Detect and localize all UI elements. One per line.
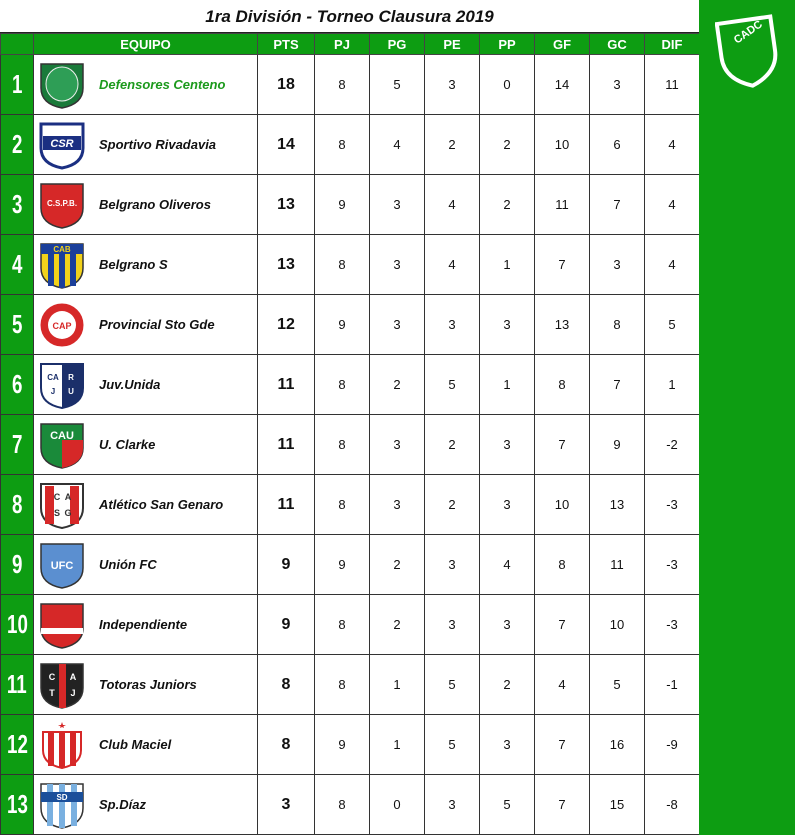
header-pts: PTS: [258, 34, 315, 55]
pg-cell: 2: [370, 595, 425, 655]
dif-cell: -2: [645, 415, 700, 475]
table-row: [1, 715, 700, 775]
club-logo-icon: [715, 14, 781, 90]
pp-cell: 5: [480, 775, 535, 835]
pg-cell: 1: [370, 715, 425, 775]
shield-cau-icon: [37, 420, 87, 470]
team-name: Juv.Unida: [99, 377, 161, 392]
pts-cell: 9: [258, 595, 315, 655]
pp-cell: 2: [480, 175, 535, 235]
gf-cell: 7: [535, 415, 590, 475]
table-row: [1, 55, 700, 115]
pts-cell: 18: [258, 55, 315, 115]
table-row: [1, 655, 700, 715]
svg-text:T: T: [49, 687, 55, 698]
team-cell: [34, 475, 258, 535]
pj-cell: 8: [315, 655, 370, 715]
gf-cell: 10: [535, 475, 590, 535]
header-pp: PP: [480, 34, 535, 55]
team-name: Sportivo Rivadavia: [99, 137, 217, 152]
svg-text:CA: CA: [47, 372, 59, 382]
pe-cell: 4: [425, 175, 480, 235]
shield-csr-icon: [37, 120, 87, 170]
pe-cell: 3: [425, 535, 480, 595]
pg-cell: 4: [370, 115, 425, 175]
team-name: Belgrano Oliveros: [99, 197, 211, 212]
pp-cell: 3: [480, 475, 535, 535]
shield-cspb-icon: [37, 180, 87, 230]
header-pos: [1, 34, 34, 55]
svg-text:A: A: [64, 491, 72, 502]
pts-cell: 8: [258, 655, 315, 715]
pp-cell: 3: [480, 295, 535, 355]
pts-cell: 8: [258, 715, 315, 775]
table-row: [1, 475, 700, 535]
svg-text:J: J: [70, 687, 76, 698]
team-cell: [34, 175, 258, 235]
page-title: 1ra División - Torneo Clausura 2019: [0, 0, 699, 33]
shield-maciel-icon: [37, 720, 87, 770]
pe-cell: 3: [425, 55, 480, 115]
pts-cell: 11: [258, 415, 315, 475]
pg-cell: 5: [370, 55, 425, 115]
pj-cell: 8: [315, 55, 370, 115]
pe-cell: 3: [425, 295, 480, 355]
pg-cell: 3: [370, 295, 425, 355]
dif-cell: 1: [645, 355, 700, 415]
pe-cell: 2: [425, 475, 480, 535]
svg-text:R: R: [68, 372, 74, 382]
shield-carju-icon: [37, 360, 87, 410]
position-cell: 2: [1, 115, 34, 175]
team-cell: [34, 355, 258, 415]
team-name: Belgrano S: [99, 257, 168, 272]
header-pe: PE: [425, 34, 480, 55]
shield-casg-icon: [37, 480, 87, 530]
svg-text:CAP: CAP: [52, 320, 72, 331]
pj-cell: 8: [315, 595, 370, 655]
team-name: Atlético San Genaro: [99, 497, 224, 512]
pg-cell: 3: [370, 235, 425, 295]
dif-cell: 5: [645, 295, 700, 355]
pp-cell: 3: [480, 415, 535, 475]
header-gc: GC: [590, 34, 645, 55]
pj-cell: 9: [315, 175, 370, 235]
gf-cell: 11: [535, 175, 590, 235]
svg-text:CAU: CAU: [50, 429, 74, 442]
svg-text:C: C: [48, 671, 56, 682]
gf-cell: 8: [535, 355, 590, 415]
team-cell: [34, 535, 258, 595]
gc-cell: 7: [590, 175, 645, 235]
gf-cell: 7: [535, 595, 590, 655]
dif-cell: -1: [645, 655, 700, 715]
gc-cell: 5: [590, 655, 645, 715]
table-row: [1, 355, 700, 415]
svg-text:U: U: [68, 386, 74, 396]
pp-cell: 0: [480, 55, 535, 115]
pts-cell: 3: [258, 775, 315, 835]
position-cell: 10: [1, 595, 34, 655]
gf-cell: 4: [535, 655, 590, 715]
header-gf: GF: [535, 34, 590, 55]
pe-cell: 5: [425, 715, 480, 775]
dif-cell: 4: [645, 115, 700, 175]
position-cell: 6: [1, 355, 34, 415]
dif-cell: -3: [645, 475, 700, 535]
pj-cell: 9: [315, 535, 370, 595]
team-cell: [34, 595, 258, 655]
svg-text:SD: SD: [56, 792, 68, 802]
standings-table: [0, 33, 700, 835]
side-banner: [699, 0, 795, 835]
table-row: [1, 415, 700, 475]
shield-cab-icon: [37, 240, 87, 290]
position-cell: 4: [1, 235, 34, 295]
gc-cell: 13: [590, 475, 645, 535]
position-cell: 9: [1, 535, 34, 595]
dif-cell: 11: [645, 55, 700, 115]
team-name: Totoras Juniors: [99, 677, 197, 692]
table-row: [1, 295, 700, 355]
pg-cell: 3: [370, 415, 425, 475]
svg-text:CAB: CAB: [53, 244, 71, 254]
gc-cell: 9: [590, 415, 645, 475]
shield-green-icon: [37, 60, 87, 110]
pts-cell: 13: [258, 175, 315, 235]
table-row: [1, 115, 700, 175]
header-pg: PG: [370, 34, 425, 55]
shield-independiente-icon: [37, 600, 87, 650]
pj-cell: 8: [315, 475, 370, 535]
pts-cell: 11: [258, 355, 315, 415]
gc-cell: 11: [590, 535, 645, 595]
team-cell: [34, 715, 258, 775]
team-name: Defensores Centeno: [99, 77, 226, 92]
table-row: [1, 775, 700, 835]
shield-sd-icon: [37, 780, 87, 830]
gc-cell: 10: [590, 595, 645, 655]
gc-cell: 15: [590, 775, 645, 835]
pp-cell: 3: [480, 715, 535, 775]
team-cell: [34, 115, 258, 175]
team-name: Independiente: [99, 617, 188, 632]
header-dif: DIF: [645, 34, 700, 55]
gf-cell: 14: [535, 55, 590, 115]
club-logo-text: CADC: [731, 18, 765, 47]
team-cell: [34, 235, 258, 295]
gc-cell: 3: [590, 235, 645, 295]
pg-cell: 2: [370, 535, 425, 595]
position-cell: 13: [1, 775, 34, 835]
pts-cell: 13: [258, 235, 315, 295]
pj-cell: 9: [315, 295, 370, 355]
gc-cell: 7: [590, 355, 645, 415]
position-cell: 11: [1, 655, 34, 715]
position-cell: 5: [1, 295, 34, 355]
pj-cell: 8: [315, 415, 370, 475]
pg-cell: 3: [370, 475, 425, 535]
pe-cell: 5: [425, 355, 480, 415]
pg-cell: 0: [370, 775, 425, 835]
dif-cell: 4: [645, 175, 700, 235]
pts-cell: 11: [258, 475, 315, 535]
pj-cell: 8: [315, 355, 370, 415]
table-row: [1, 235, 700, 295]
team-cell: [34, 655, 258, 715]
round-cap-icon: [37, 300, 87, 350]
gf-cell: 10: [535, 115, 590, 175]
team-cell: [34, 295, 258, 355]
standings-body: [1, 55, 700, 835]
svg-text:S: S: [53, 507, 61, 518]
pp-cell: 1: [480, 355, 535, 415]
pj-cell: 9: [315, 715, 370, 775]
shield-ufc-icon: [37, 540, 87, 590]
svg-text:CSR: CSR: [50, 137, 74, 150]
dif-cell: -8: [645, 775, 700, 835]
pts-cell: 12: [258, 295, 315, 355]
header-team: EQUIPO: [34, 34, 258, 55]
header-pj: PJ: [315, 34, 370, 55]
pe-cell: 2: [425, 115, 480, 175]
pts-cell: 9: [258, 535, 315, 595]
table-row: [1, 535, 700, 595]
pp-cell: 3: [480, 595, 535, 655]
svg-text:UFC: UFC: [50, 559, 74, 572]
gf-cell: 13: [535, 295, 590, 355]
team-cell: [34, 415, 258, 475]
pj-cell: 8: [315, 235, 370, 295]
pe-cell: 4: [425, 235, 480, 295]
team-name: Sp.Díaz: [99, 797, 146, 812]
gc-cell: 3: [590, 55, 645, 115]
team-name: Club Maciel: [99, 737, 172, 752]
gf-cell: 7: [535, 715, 590, 775]
dif-cell: -3: [645, 595, 700, 655]
pg-cell: 3: [370, 175, 425, 235]
team-cell: [34, 775, 258, 835]
team-name: U. Clarke: [99, 437, 156, 452]
gc-cell: 6: [590, 115, 645, 175]
dif-cell: -3: [645, 535, 700, 595]
gf-cell: 7: [535, 775, 590, 835]
pp-cell: 4: [480, 535, 535, 595]
pts-cell: 14: [258, 115, 315, 175]
position-cell: 8: [1, 475, 34, 535]
pp-cell: 1: [480, 235, 535, 295]
gc-cell: 8: [590, 295, 645, 355]
svg-text:A: A: [69, 671, 77, 682]
svg-text:C.S.P.B.: C.S.P.B.: [46, 198, 78, 208]
pg-cell: 2: [370, 355, 425, 415]
pp-cell: 2: [480, 115, 535, 175]
position-cell: 1: [1, 55, 34, 115]
shield-catj-icon: [37, 660, 87, 710]
position-cell: 12: [1, 715, 34, 775]
position-cell: 7: [1, 415, 34, 475]
dif-cell: 4: [645, 235, 700, 295]
pe-cell: 5: [425, 655, 480, 715]
svg-text:C: C: [53, 491, 61, 502]
position-cell: 3: [1, 175, 34, 235]
header-row: [1, 34, 700, 55]
gf-cell: 7: [535, 235, 590, 295]
svg-text:J: J: [50, 386, 56, 396]
pj-cell: 8: [315, 775, 370, 835]
team-name: Unión FC: [99, 557, 157, 572]
table-row: [1, 595, 700, 655]
table-row: [1, 175, 700, 235]
pp-cell: 2: [480, 655, 535, 715]
svg-text:G: G: [64, 507, 72, 518]
gc-cell: 16: [590, 715, 645, 775]
team-cell: [34, 55, 258, 115]
pe-cell: 2: [425, 415, 480, 475]
dif-cell: -9: [645, 715, 700, 775]
pg-cell: 1: [370, 655, 425, 715]
pe-cell: 3: [425, 595, 480, 655]
pj-cell: 8: [315, 115, 370, 175]
pe-cell: 3: [425, 775, 480, 835]
team-name: Provincial Sto Gde: [99, 317, 215, 332]
gf-cell: 8: [535, 535, 590, 595]
